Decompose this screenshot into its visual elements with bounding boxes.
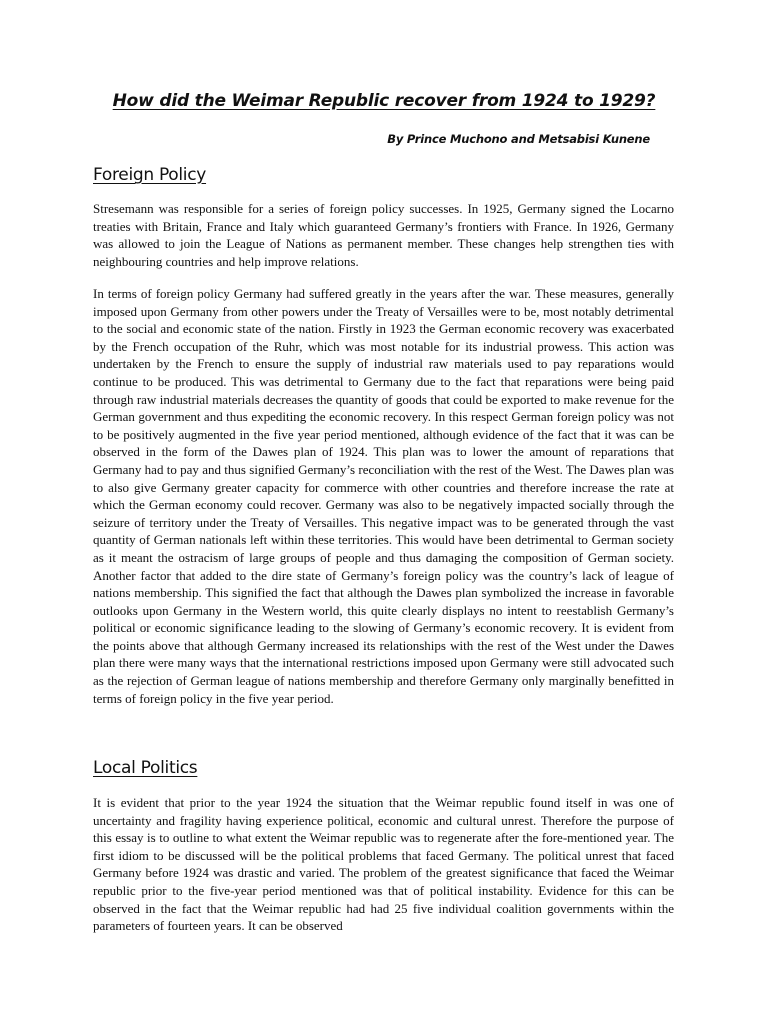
section-heading-local-politics: Local Politics	[93, 758, 198, 778]
page-title: How did the Weimar Republic recover from 1924 to 1929?	[112, 91, 656, 111]
author-byline: By Prince Muchono and Metsabisi Kunene	[387, 132, 650, 146]
paragraph: Stresemann was responsible for a series of foreign policy successes. In 1925, Germany signed the Locarno treaties with Britain, France and Italy which guaranteed Germany’s frontiers with France. In 1926, Germany was allowed to join the League of Nations as permanent member. These changes help strengthen ties with neighbouring countries and help improve relations.	[93, 201, 674, 269]
section-heading-foreign-policy: Foreign Policy	[93, 165, 207, 185]
paragraph: It is evident that prior to the year 1924 the situation that the Weimar republic found itself in was one of uncertainty and fragility having experience political, economic and cultural unrest. Therefore the purpose of this essay is to outline to what extent the Weimar republic was to regenerate after the fore-mentioned year. The first idiom to be discussed will be the political problems that faced Germany. The political unrest that faced Germany before 1924 was drastic and varied. The problem of the greatest significance that faced the Weimar republic prior to the five-year period mentioned was that of political instability. Evidence for this can be observed in the fact that the Weimar republic had had 25 five individual coalition governments within the parameters of fourteen years. It can be observed	[93, 795, 674, 934]
paragraph: In terms of foreign policy Germany had suffered greatly in the years after the war. These measures, generally imposed upon Germany from other powers under the Treaty of Versailles were to be, most notably detrimental to the social and economic state of the nation. Firstly in 1923 the German economic recovery was exacerbated by the French occupation of the Ruhr, which was most notable for its industrial prowess. This action was undertaken by the French to ensure the supply of industrial raw materials used to pay reparations would continue to be produced. This was detrimental to Germany due to the fact that reparations were being paid through raw industrial materials decreases the quantity of goods that could be exported to make revenue for the German government and thus expediting the economic recovery. In this respect German foreign policy was not to be positively augmented in the five year period mentioned, although evidence of the fact that it was can be observed in the form of the Dawes plan of 1924. This plan was to lower the amount of reparations that Germany had to pay and thus signified Germany’s reconciliation with the rest of the West. The Dawes plan was to also give Germany greater capacity for commerce with other countries and therefore increase the rate at which the German economy could recover. Germany was also to be negatively impacted socially through the seizure of territory under the Treaty of Versailles. This negative impact was to be generated through the vast quantity of German nationals left within these territories. This would have been detrimental to German society as it meant the ostracism of large groups of people and thus damaging the composition of German society. Another factor that added to the dire state of Germany’s foreign policy was the country’s lack of league of nations membership. This signified the fact that although the Dawes plan symbolized the increase in favorable outlooks upon Germany in the Western world, this quite clearly displays no intent to reestablish Germany’s political or economic significance leading to the slowing of Germany’s economic recovery. It is evident from the points above that although Germany increased its relationships with the rest of the West under the Dawes plan there were many ways that the international restrictions imposed upon Germany were still advocated such as the rejection of German league of nations membership and therefore Germany only marginally benefitted in terms of foreign policy in the five year period.	[93, 286, 674, 706]
